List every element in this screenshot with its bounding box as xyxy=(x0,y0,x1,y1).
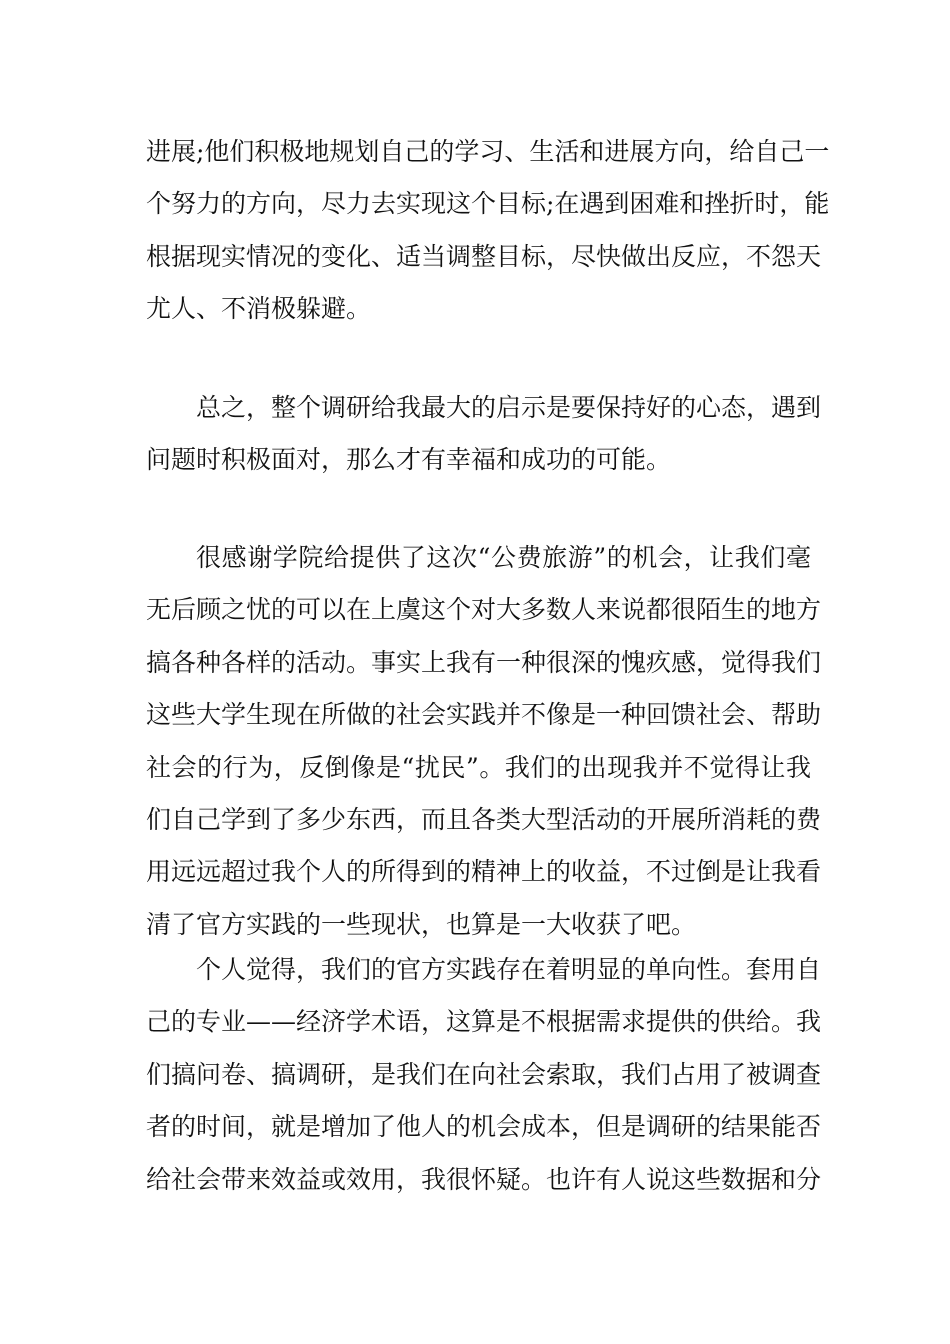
text-line: 社会的行为，反倒像是“扰民”。我们的出现我并不觉得让我 xyxy=(146,752,811,782)
text-line: 们自己学到了多少东西，而且各类大型活动的开展所消耗的费 xyxy=(146,804,822,834)
paragraph-reflection xyxy=(146,532,822,951)
paragraph-conclusion xyxy=(146,382,822,487)
text-line: 者的时间，就是增加了他人的机会成本，但是调研的结果能否 xyxy=(146,1112,822,1142)
paragraph-goal-setting xyxy=(146,126,830,336)
text-line: 尤人、不消极躲避。 xyxy=(146,294,372,324)
text-line: 们搞问卷、搞调研，是我们在向社会索取，我们占用了被调查 xyxy=(146,1059,822,1089)
paragraph-critique xyxy=(146,944,822,1206)
text-line: 个人觉得，我们的官方实践存在着明显的单向性。套用自 xyxy=(196,955,822,984)
text-line: 根据现实情况的变化、适当调整目标，尽快做出反应，不怨天 xyxy=(146,241,822,271)
text-line: 个努力的方向，尽力去实现这个目标;在遇到困难和挫折时，能 xyxy=(146,189,830,219)
text-line: 用远远超过我个人的所得到的精神上的收益，不过倒是让我看 xyxy=(146,857,822,887)
text-line: 给社会带来效益或效用，我很怀疑。也许有人说这些数据和分 xyxy=(146,1164,822,1194)
text-line: 无后顾之忧的可以在上虞这个对大多数人来说都很陌生的地方 xyxy=(146,595,822,625)
text-line: 这些大学生现在所做的社会实践并不像是一种回馈社会、帮助 xyxy=(146,700,822,730)
text-line: 进展;他们积极地规划自己的学习、生活和进展方向，给自己一 xyxy=(146,137,830,166)
text-line: 清了官方实践的一些现状，也算是一大收获了吧。 xyxy=(146,909,697,939)
text-line: 问题时积极面对，那么才有幸福和成功的可能。 xyxy=(146,445,672,475)
text-line: 搞各种各样的活动。事实上我有一种很深的愧疚感，觉得我们 xyxy=(146,647,822,677)
text-line: 己的专业——经济学术语，这算是不根据需求提供的供给。我 xyxy=(146,1007,822,1037)
text-line: 总之，整个调研给我最大的启示是要保持好的心态，遇到 xyxy=(196,393,822,422)
text-line: 很感谢学院给提供了这次“公费旅游”的机会，让我们毫 xyxy=(196,543,811,572)
